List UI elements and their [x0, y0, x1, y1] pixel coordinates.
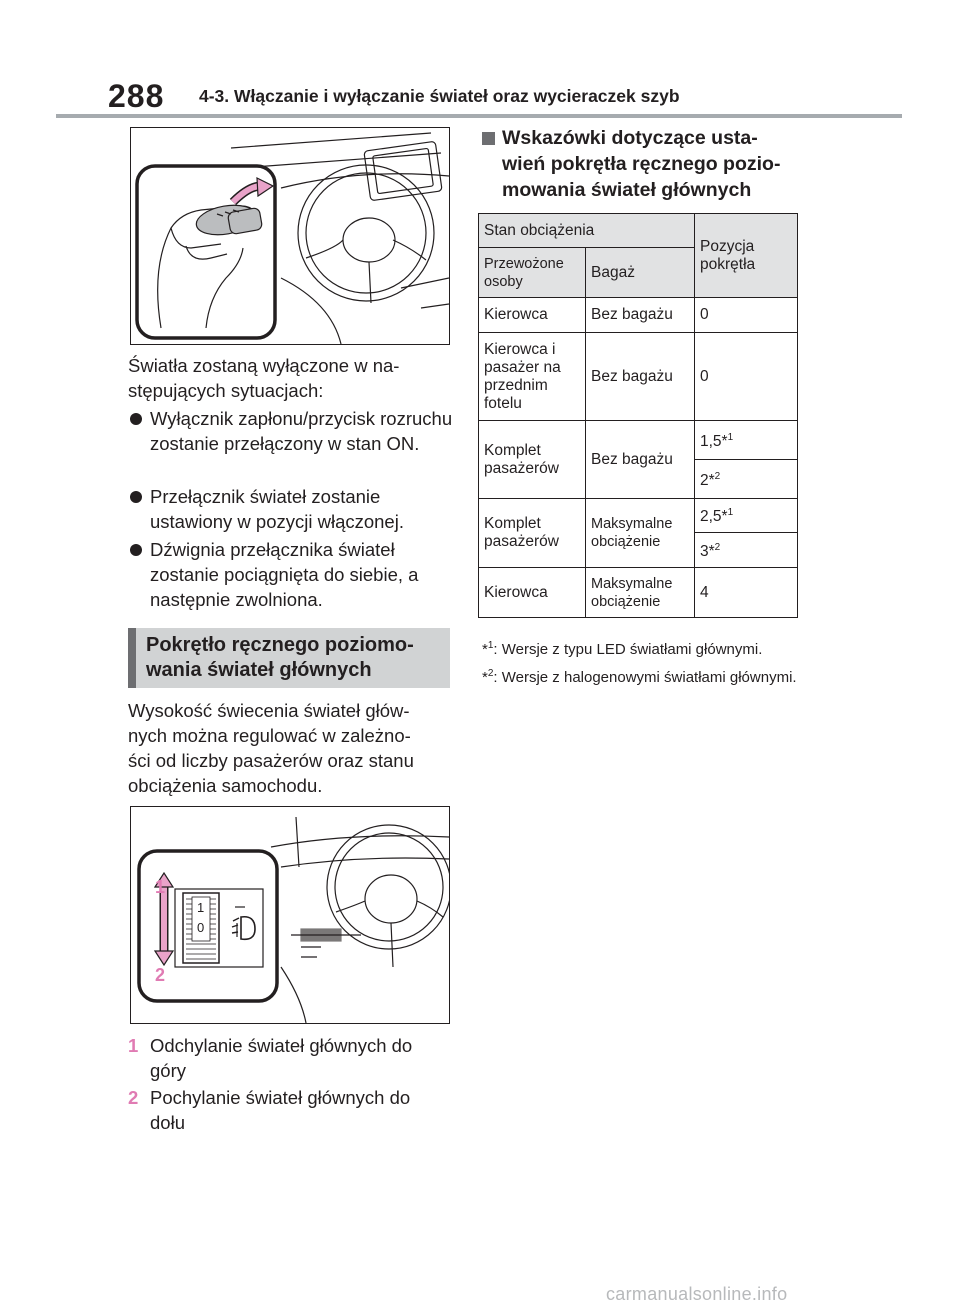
dial-label-down: 2	[155, 965, 166, 985]
legend-item: 2 Pochylanie świateł głównych do dołu	[128, 1087, 411, 1133]
bullet-item: Dźwignia przełącznika świateł zostanie pociągnięta do siebie, a następnie zwolniona.	[128, 537, 460, 612]
bullet-item: Przełącznik świateł zostanie ustawiony w pozycji włączonej.	[128, 484, 460, 534]
bullet-item: Wyłącznik zapłonu/przycisk rozruchu zostanie przełączony w stan ON.	[128, 406, 460, 456]
page-number: 288	[108, 78, 165, 114]
header-rule	[56, 114, 902, 118]
footnote-1: *$^1$: Wersje z typu LED światłami głównymi.	[482, 640, 763, 658]
table-row: Komplet pasażerów Maksymalne obciążenie 2,5*$^1$	[479, 499, 798, 533]
header-passengers: Przewożone osoby	[479, 248, 586, 298]
footnote-2: *$^2$: Wersje z halogenowymi światłami głównymi.	[482, 668, 797, 686]
intro-text: Światła zostaną wyłączone w na- stępujących sytuacjach:	[128, 355, 400, 401]
dial-mark-1: 1	[197, 900, 205, 915]
bullet-dot	[130, 413, 142, 425]
table-row: Kierowca Maksymalne obciążenie 4	[479, 568, 798, 618]
leveling-dial-illustration	[130, 806, 450, 1024]
dial-label-up: 1	[155, 877, 166, 897]
load-position-table: Stan obciążenia Pozycja pokrętła Przewożone osoby Bagaż Kierowca Bez bagażu 0 Kierowca i pasażer na przednim fotelu Bez bagażu 0 Komplet pasażerów Bez bagażu 1,5*$^1$ 2*$^2$ Komplet pasażerów Maksymalne obciążenie 2,5*$^1$ 3*$^2$ Kierowca Maksymalne obciążenie 4	[478, 213, 798, 618]
lever-pull-illustration	[130, 127, 450, 345]
watermark: carmanualsonline.info	[606, 1284, 788, 1304]
tips-heading: Wskazówki dotyczące usta- wień pokrętła ręcznego pozio- mowania świateł głównych	[482, 125, 822, 203]
legend-item: 1 Odchylanie świateł głównych do góry	[128, 1035, 413, 1081]
section-banner: Pokrętło ręcznego poziomo- wania świateł głównych	[128, 628, 450, 688]
description-text: Wysokość świecenia świateł głów- nych można regulować w zależno- ści od liczby pasażerów oraz stanu obciążenia samochodu.	[128, 700, 414, 796]
table-row: Kierowca Bez bagażu 0	[479, 298, 798, 333]
header-load: Stan obciążenia	[479, 214, 695, 248]
table-row: Komplet pasażerów Bez bagażu 1,5*$^1$	[479, 421, 798, 460]
bullet-dot	[130, 544, 142, 556]
dial-mark-0: 0	[197, 920, 205, 935]
header-position: Pozycja pokrętła	[695, 214, 798, 298]
table-row: Kierowca i pasażer na przednim fotelu Bez bagażu 0	[479, 333, 798, 421]
bullet-dot	[130, 491, 142, 503]
header-luggage: Bagaż	[586, 248, 695, 298]
heading-square-icon	[482, 132, 495, 145]
chapter-title: 4-3. Włączanie i wyłączanie świateł oraz wycieraczek szyb	[199, 86, 680, 106]
